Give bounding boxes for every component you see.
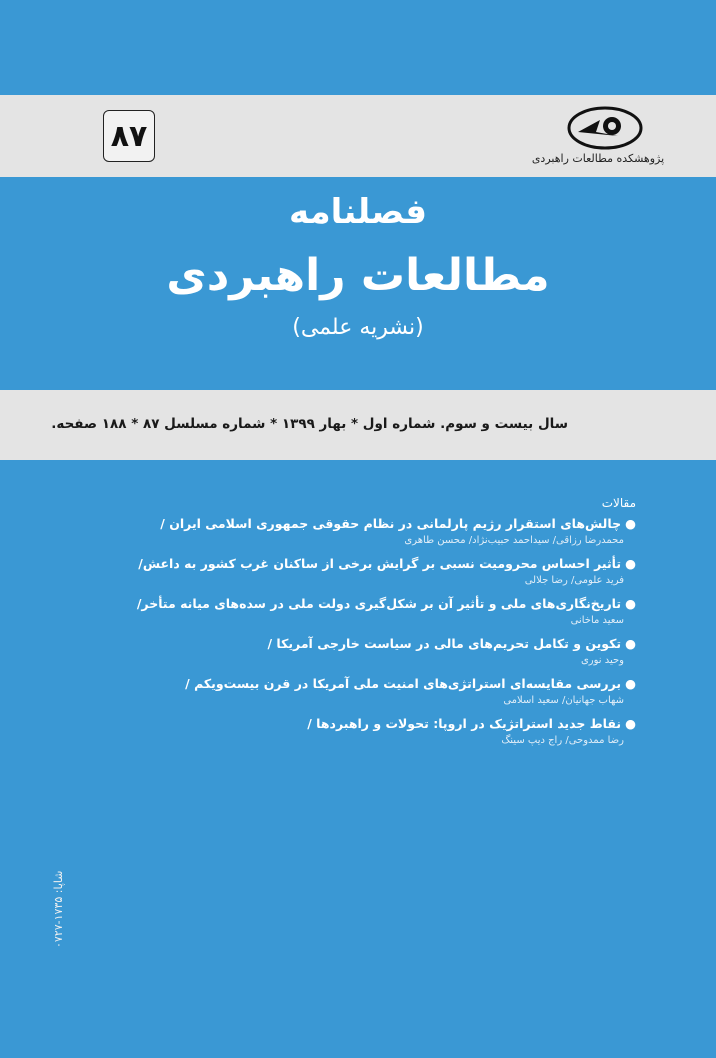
bullet-icon: ● (625, 676, 636, 691)
list-item (76, 714, 636, 754)
article-title: چالش‌های استقرار رژیم پارلمانی در نظام حقوقی جمهوری اسلامی ایران / (160, 516, 622, 531)
journal-subtitle: (نشریه علمی) (292, 315, 424, 340)
list-item (76, 674, 636, 714)
article-title: تاریخ‌نگاری‌های ملی و تأثیر آن بر شکل‌گیری دولت ملی در سده‌های میانه متأخر/ (136, 596, 622, 611)
issue-number: ۸۷ (110, 118, 148, 154)
list-item (76, 514, 636, 554)
journal-title: مطالعات راهبردی (166, 250, 550, 301)
article-authors: سعید ماخانی (570, 615, 624, 626)
bullet-icon: ● (625, 516, 636, 531)
article-authors: وحید نوری (580, 655, 624, 666)
issn-container (52, 870, 66, 1058)
bullet-icon: ● (625, 556, 636, 571)
articles-heading: مقالات (601, 496, 636, 510)
issue-number-box (103, 110, 155, 162)
bullet-icon: ● (625, 716, 636, 731)
article-authors: محمدرضا رزاقی/ سیداحمد حبیب‌نژاد/ محسن طاهری (404, 535, 624, 546)
institute-logo-icon (560, 102, 650, 152)
list-item (76, 634, 636, 674)
article-title: نقاط جدید استراتژیک در اروپا: تحولات و راهبردها / (307, 716, 622, 731)
institute-name: پژوهشکده مطالعات راهبردی (531, 152, 665, 165)
article-title: تکوین و تکامل تحریم‌های مالی در سیاست خارجی آمریکا / (267, 636, 622, 651)
journal-type: فصلنامه (289, 192, 427, 232)
article-title: بررسی مقایسه‌ای استراتژی‌های امنیت ملی آمریکا در قرن بیست‌ویکم / (185, 676, 622, 691)
issue-info: سال بیست و سوم. شماره اول * بهار ۱۳۹۹ * شماره مسلسل ۸۷ * ۱۸۸ صفحه. (51, 416, 568, 432)
article-authors: رضا ممدوحی/ راج دیپ سینگ (501, 735, 624, 746)
list-item (76, 594, 636, 634)
article-authors: فرید علومی/ رضا جلالی (524, 575, 624, 586)
issn: شاپا: ۱۷۳۵-۰۷۲۷ (52, 870, 65, 948)
bullet-icon: ● (625, 596, 636, 611)
list-item (76, 554, 636, 594)
article-title: تأثیر احساس محرومیت نسبی بر گرایش برخی از ساکنان غرب کشور به داعش/ (138, 556, 622, 571)
articles-list (76, 514, 636, 754)
bullet-icon: ● (625, 636, 636, 651)
article-authors: شهاب جهانیان/ سعید اسلامی (503, 695, 624, 706)
